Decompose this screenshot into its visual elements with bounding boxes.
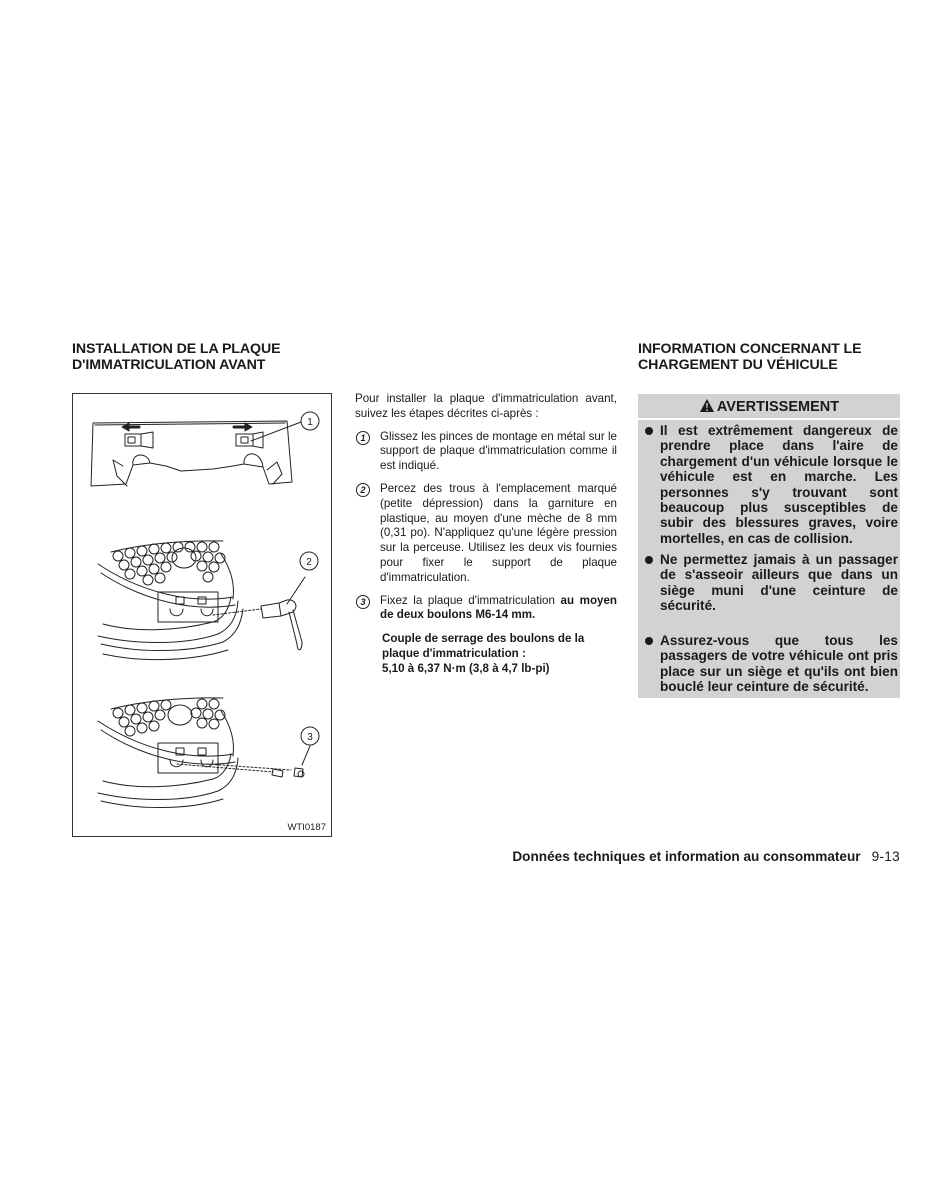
- bullet-icon: [645, 637, 653, 645]
- bullet-icon: [645, 556, 653, 564]
- step-number: 1: [356, 431, 370, 445]
- bracket-drawing: [91, 421, 301, 486]
- step-number: 3: [356, 595, 370, 609]
- heading-line: INFORMATION CONCERNANT LE: [638, 341, 862, 357]
- section-heading-plate-install: [72, 341, 334, 373]
- installation-figure: [72, 393, 332, 837]
- callout-2: 2: [306, 557, 312, 568]
- step-text: Glissez les pinces de montage en métal sur le support de plaque d'immatriculation comme il est indiqué.: [380, 429, 617, 473]
- torque-note: [355, 632, 617, 676]
- step-text: Fixez la plaque d'immatriculation: [380, 593, 561, 607]
- section-heading-vehicle-loading: [638, 341, 900, 373]
- grille-bolts-drawing: [98, 698, 310, 808]
- step-3: [355, 594, 617, 624]
- step-text-bold: au moyen de deux boulons M6-14 mm.: [380, 593, 618, 622]
- bullet-icon: [645, 427, 653, 435]
- warning-divider: [638, 418, 900, 420]
- warning-box: [638, 394, 900, 698]
- warning-text: Il est extrêmement dangereux de prendre place dans l'aire de chargement d'un véhicule lorsque le véhicule est en marche. Les personnes s'y trouvant sont beaucoup plus susceptibles de subir des blessures graves, voire mortelles, en cas de collision.: [660, 423, 898, 546]
- warning-bullet: [638, 423, 900, 546]
- warning-title: [638, 397, 900, 417]
- heading-line: CHARGEMENT DU VÉHICULE: [638, 357, 838, 373]
- step-2: [355, 482, 617, 586]
- installation-instructions: [355, 392, 617, 677]
- step-text: Percez des trous à l'emplacement marqué (petite dépression) dans la garniture en plastique, au moyen d'une mèche de 8 mm (0,31 po). N'appliquez qu'une légère pression sur la perceuse. Utilisez les deux vis fournies pour fixer le support de plaque d'immatriculation.: [380, 481, 617, 584]
- step-text-container: [380, 594, 617, 624]
- page-number: 9-13: [871, 849, 900, 864]
- page-footer: [0, 849, 900, 864]
- warning-bullet: [638, 633, 900, 695]
- intro-paragraph: Pour installer la plaque d'immatriculation avant, suivez les étapes décrites ci-après :: [355, 392, 617, 420]
- torque-line: plaque d'immatriculation :: [382, 646, 526, 660]
- torque-value: 5,10 à 6,37 N·m (3,8 à 4,7 lb-pi): [382, 661, 550, 675]
- step-number: 2: [356, 483, 370, 497]
- installation-illustration: [73, 394, 331, 836]
- warning-triangle-icon: [699, 398, 715, 413]
- warning-text: Assurez-vous que tous les passagers de votre véhicule ont pris place sur un siège et qu'ils ont bien bouclé leur ceinture de sécurité.: [660, 633, 898, 695]
- honeycomb: [111, 541, 225, 585]
- grille-drill-drawing: [98, 541, 305, 660]
- callout-1: 1: [307, 417, 313, 428]
- callout-3: 3: [307, 732, 313, 743]
- heading-line: D'IMMATRICULATION AVANT: [72, 357, 266, 373]
- torque-line: Couple de serrage des boulons de la: [382, 632, 585, 646]
- step-1: [355, 430, 617, 474]
- footer-section-title: Données techniques et information au consommateur: [512, 849, 861, 864]
- heading-line: INSTALLATION DE LA PLAQUE: [72, 341, 281, 357]
- warning-bullet: [638, 552, 900, 614]
- figure-code: WTI0187: [287, 822, 326, 833]
- warning-text: Ne permettez jamais à un passager de s'asseoir ailleurs que dans un siège muni d'une ceinture de sécurité.: [660, 552, 898, 614]
- warning-title-text: AVERTISSEMENT: [716, 399, 840, 415]
